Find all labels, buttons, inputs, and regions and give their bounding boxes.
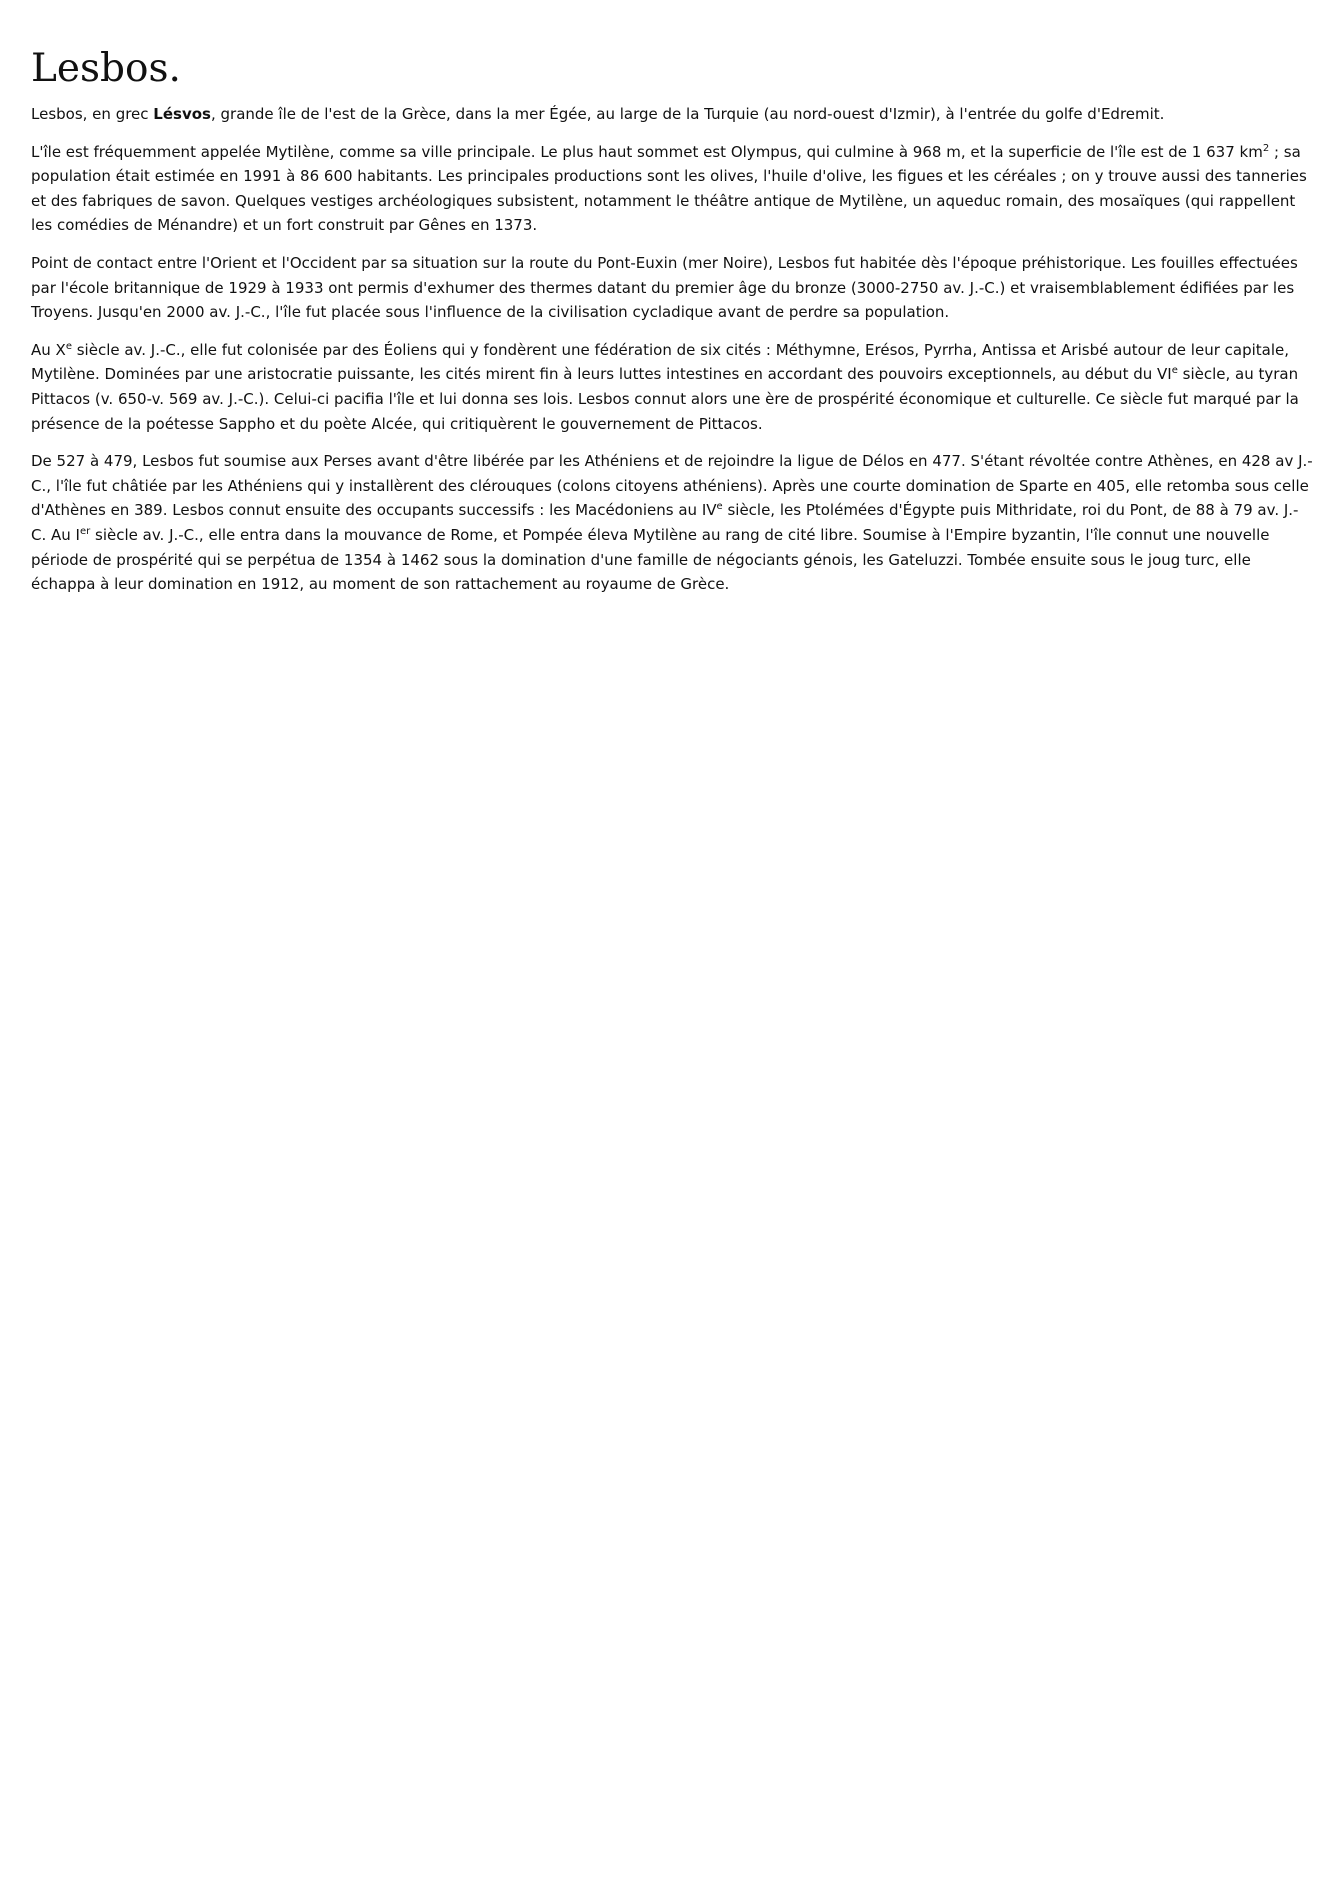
document-page (31, 44, 1313, 610)
classical-text-1: De 527 à 479, Lesbos fut soumise aux Perses avant d'être libérée par les Athéniens et de rejoindre la ligue de Délos en 477. S'étant révoltée contre Athènes, en 428 av J.-C., l'île fut châtiée par les Athéniens qui y installèrent des clérouques (colons citoyens athéniens). Après une courte domination de Sparte en 405, elle retomba sous celle d'Athènes en 389. Lesbos connut ensuite des occupants successifs : les Macédoniens au IV (31, 452, 1313, 520)
archaic-text-1: Au X (31, 340, 66, 359)
superscript-century-i: er (79, 525, 91, 537)
paragraph-classical (31, 449, 1313, 597)
archaic-text-2: siècle av. J.-C., elle fut colonisée par des Éoliens qui y fondèrent une fédération de six cités : Méthymne, Erésos, Pyrrha, Antissa et Arisbé autour de leur capitale, Mytilène. Dominées par une aristocratie puissante, les cités mirent fin à leurs luttes intestines en accordant des pouvoirs exceptionnels, au début du VI (31, 340, 1290, 384)
greek-name: Lésvos (153, 105, 211, 123)
paragraph-archaic (31, 338, 1313, 436)
superscript-century-x: e (65, 340, 72, 352)
page-title: Lesbos. (31, 46, 181, 91)
intro-text-start: Lesbos, en grec (31, 105, 154, 123)
paragraph-prehistory: Point de contact entre l'Orient et l'Occident par sa situation sur la route du Pont-Euxin (mer Noire), Lesbos fut habitée dès l'époque préhistorique. Les fouilles effectuées par l'école britannique de 1929 à 1933 ont permis d'exhumer des thermes datant du premier âge du bronze (3000-2750 av. J.-C.) et vraisemblablement édifiées par les Troyens. Jusqu'en 2000 av. J.-C., l'île fut placée sous l'influence de la civilisation cycladique avant de perdre sa population. (31, 253, 1298, 322)
geography-text-start: L'île est fréquemment appelée Mytilène, comme sa ville principale. Le plus haut sommet est Olympus, qui culmine à 968 m, et la superficie de l'île est de 1 637 km (31, 142, 1263, 161)
classical-text-3: siècle av. J.-C., elle entra dans la mouvance de Rome, et Pompée éleva Mytilène au rang de cité libre. Soumise à l'Empire byzantin, l'île connut une nouvelle période de prospérité qui se perpétua de 1354 à 1462 sous la domination d'une famille de négociants génois, les Gateluzzi. Tombée ensuite sous le joug turc, elle échappa à leur domination en 1912, au moment de son rattachement au royaume de Grèce. (31, 525, 1270, 594)
intro-text-end: , grande île de l'est de la Grèce, dans la mer Égée, au large de la Turquie (au nord-ouest d'Izmir), à l'entrée du golfe d'Edremit. (210, 105, 1165, 123)
paragraph-intro (31, 102, 1313, 127)
superscript-century-iv: e (716, 501, 723, 513)
archaic-text-3: siècle, au tyran Pittacos (v. 650-v. 569 av. J.-C.). Celui-ci pacifia l'île et lui donna ses lois. Lesbos connut alors une ère de prospérité économique et culturelle. Ce siècle fut marqué par la présence de la poétesse Sappho et du poète Alcée, qui critiquèrent le gouvernement de Pittacos. (31, 365, 1299, 433)
paragraph-geography (31, 140, 1313, 238)
superscript-century-vi: e (1171, 365, 1178, 377)
geography-text-end: ; sa population était estimée en 1991 à 86 600 habitants. Les principales productions sont les olives, l'huile d'olive, les figues et les céréales ; on y trouve aussi des tanneries et des fabriques de savon. Quelques vestiges archéologiques subsistent, notamment le théâtre antique de Mytilène, un aqueduc romain, des mosaïques (qui rappellent les comédies de Ménandre) et un fort construit par Gênes en 1373. (31, 142, 1307, 235)
superscript-area: 2 (1262, 142, 1270, 154)
classical-text-2: siècle, les Ptolémées d'Égypte puis Mithridate, roi du Pont, de 88 à 79 av. J.-C. Au I (31, 501, 1299, 544)
